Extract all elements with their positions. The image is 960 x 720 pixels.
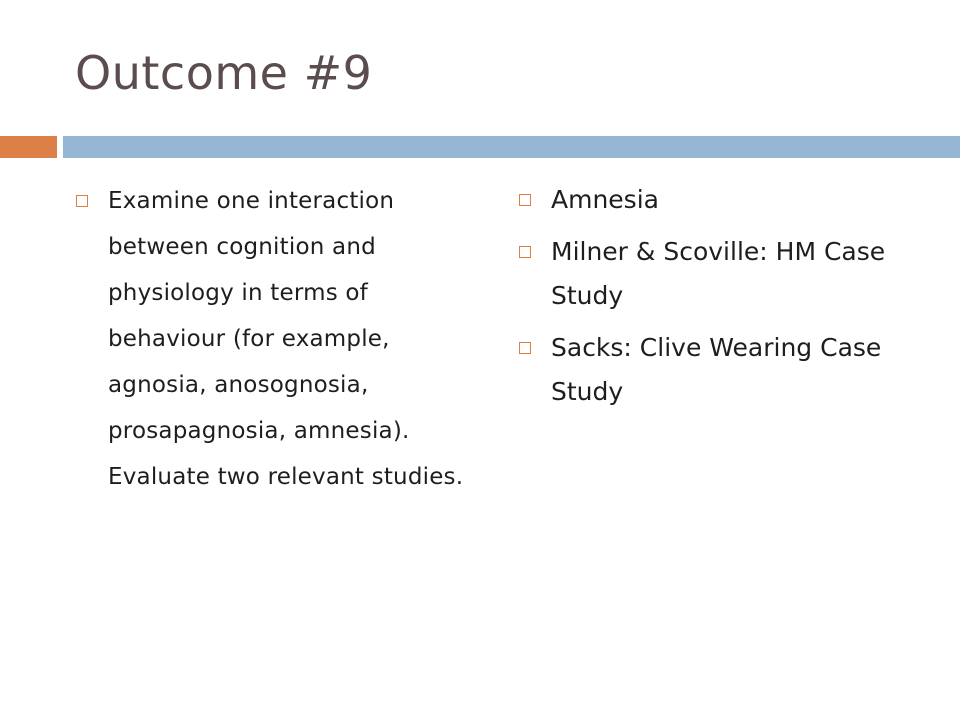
- square-bullet-icon: [76, 195, 88, 207]
- square-bullet-icon: [519, 342, 531, 354]
- square-bullet-icon: [519, 246, 531, 258]
- list-item: [517, 178, 937, 222]
- bullet-text: Sacks: Clive Wearing Case Study: [551, 333, 882, 406]
- bullet-text: Examine one interaction between cognition and physiology in terms of behaviour (for example, agnosia, anosognosia, prosapagnosia, amnesia). Evaluate two relevant studies.: [108, 188, 464, 490]
- bullet-text: Milner & Scoville: HM Case Study: [551, 237, 886, 310]
- list-item: [74, 178, 474, 500]
- list-item: [517, 230, 937, 318]
- square-bullet-icon: [519, 194, 531, 206]
- right-bullet-list: [517, 178, 937, 422]
- slide-title: Outcome #9: [75, 46, 373, 100]
- list-item: [517, 326, 937, 414]
- title-divider-bar: [63, 136, 960, 158]
- left-bullet-list: [74, 178, 474, 500]
- bullet-text: Amnesia: [551, 185, 659, 214]
- title-accent-bar: [0, 136, 57, 158]
